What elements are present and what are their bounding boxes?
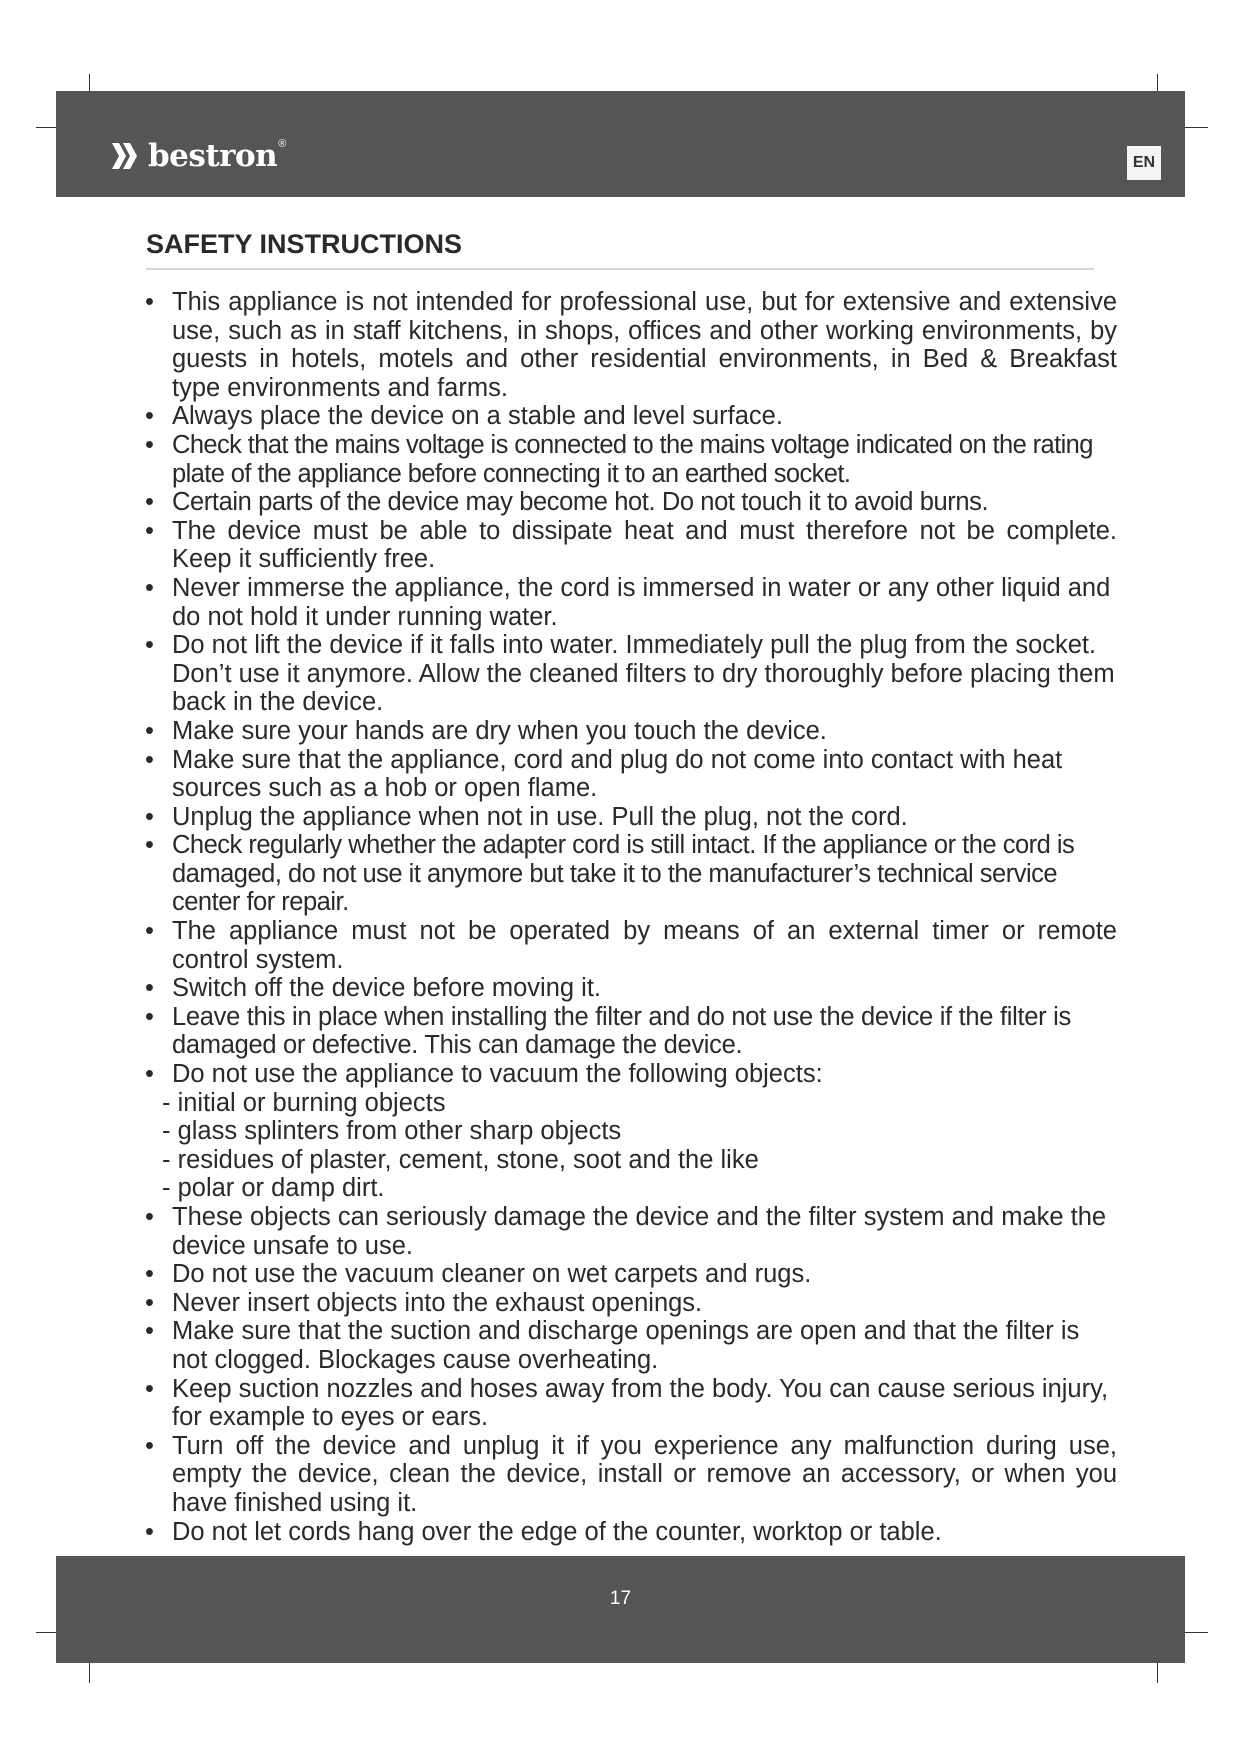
instructions-list	[142, 288, 1117, 1546]
bullet: •	[145, 288, 154, 316]
bullet: •	[145, 1060, 154, 1089]
chevron-logo-icon	[108, 141, 142, 171]
registered-mark: ®	[278, 138, 287, 150]
bullet: •	[145, 488, 154, 517]
bullet: •	[145, 974, 154, 1003]
bullet: •	[145, 402, 154, 431]
bullet: •	[145, 1002, 154, 1031]
list-item: • Unplug the appliance when not in use. Pull the plug, not the cord.	[142, 803, 1117, 832]
bullet: •	[145, 745, 154, 774]
list-item: • Make sure that the appliance, cord and plug do not come into contact with heat sources such as a hob or open flame.	[142, 746, 1117, 803]
bullet: •	[145, 573, 154, 602]
footer-band	[56, 1556, 1185, 1663]
sub-list-item: - initial or burning objects	[162, 1088, 446, 1117]
bullet: •	[145, 1288, 154, 1317]
bullet: •	[145, 1374, 154, 1403]
bullet: •	[145, 1431, 154, 1460]
list-item: • Do not use the appliance to vacuum the following objects:	[142, 1060, 1117, 1089]
bullet: •	[145, 516, 154, 545]
sub-list-item: - glass splinters from other sharp objects	[162, 1117, 622, 1146]
brand-logo	[108, 136, 286, 176]
list-item: • Keep suction nozzles and hoses away from the body. You can cause serious injury, for example to eyes or ears.	[142, 1375, 1117, 1432]
list-item: • Always place the device on a stable and level surface.	[142, 402, 1117, 431]
list-item: • Check regularly whether the adapter cord is still intact. If the appliance or the cord is damaged, do not use it anymore but take it to the manufacturer’s technical service center for repair.	[142, 831, 1117, 917]
bullet: •	[145, 430, 154, 459]
list-item: • Make sure your hands are dry when you touch the device.	[142, 717, 1117, 746]
bullet: •	[145, 1203, 154, 1231]
bullet: •	[145, 917, 154, 946]
page-title: SAFETY INSTRUCTIONS	[146, 229, 463, 259]
list-item: • Make sure that the suction and discharge openings are open and that the filter is not clogged. Blockages cause overheating.	[142, 1317, 1117, 1374]
list-item: • Do not lift the device if it falls into water. Immediately pull the plug from the socket. Don’t use it anymore. Allow the cleaned filters to dry thoroughly before placing them back in the device.	[142, 631, 1117, 717]
bullet: •	[145, 802, 154, 831]
list-item: • Turn off the device and unplug it if you experience any malfunction during use, empty the device, clean the device, install or remove an accessory, or when you have finished using it.	[142, 1432, 1117, 1518]
list-item: • This appliance is not intended for professional use, but for extensive and extensive use, such as in staff kitchens, in shops, offices and other working environments, by guests in hotels, motels and other residential environments, in Bed & Breakfast type environments and farms.	[142, 288, 1117, 402]
list-item: • The device must be able to dissipate heat and must therefore not be complete. Keep it sufficiently free.	[142, 517, 1117, 574]
list-item: • Do not use the vacuum cleaner on wet carpets and rugs.	[142, 1260, 1117, 1289]
bullet: •	[145, 1517, 154, 1546]
list-item: • Check that the mains voltage is connected to the mains voltage indicated on the rating plate of the appliance before connecting it to an earthed socket.	[142, 431, 1117, 488]
list-item: • The appliance must not be operated by means of an external timer or remote control system.	[142, 917, 1117, 974]
list-item: • Leave this in place when installing the filter and do not use the device if the filter is damaged or defective. This can damage the device.	[142, 1003, 1117, 1060]
page-number: 17	[609, 1588, 632, 1609]
bullet: •	[145, 831, 154, 860]
list-item: • Never immerse the appliance, the cord is immersed in water or any other liquid and do not hold it under running water.	[142, 574, 1117, 631]
list-item: • Switch off the device before moving it.	[142, 974, 1117, 1003]
bullet: •	[145, 716, 154, 745]
language-badge: EN	[1127, 146, 1161, 180]
list-item: • These objects can seriously damage the device and the filter system and make the device unsafe to use.	[142, 1203, 1117, 1260]
list-item: • Certain parts of the device may become hot. Do not touch it to avoid burns.	[142, 488, 1117, 517]
brand-name: bestron	[148, 138, 278, 174]
list-item: • Do not let cords hang over the edge of the counter, worktop or table.	[142, 1518, 1117, 1547]
title-divider	[146, 268, 1094, 270]
sub-list-item: - polar or damp dirt.	[162, 1174, 385, 1203]
header-band	[56, 91, 1185, 197]
bullet: •	[145, 1317, 154, 1346]
list-item: • Never insert objects into the exhaust openings.	[142, 1289, 1117, 1318]
bullet: •	[145, 1260, 154, 1289]
bullet: •	[145, 631, 154, 660]
sub-list-item: - residues of plaster, cement, stone, soot and the like	[162, 1145, 759, 1174]
